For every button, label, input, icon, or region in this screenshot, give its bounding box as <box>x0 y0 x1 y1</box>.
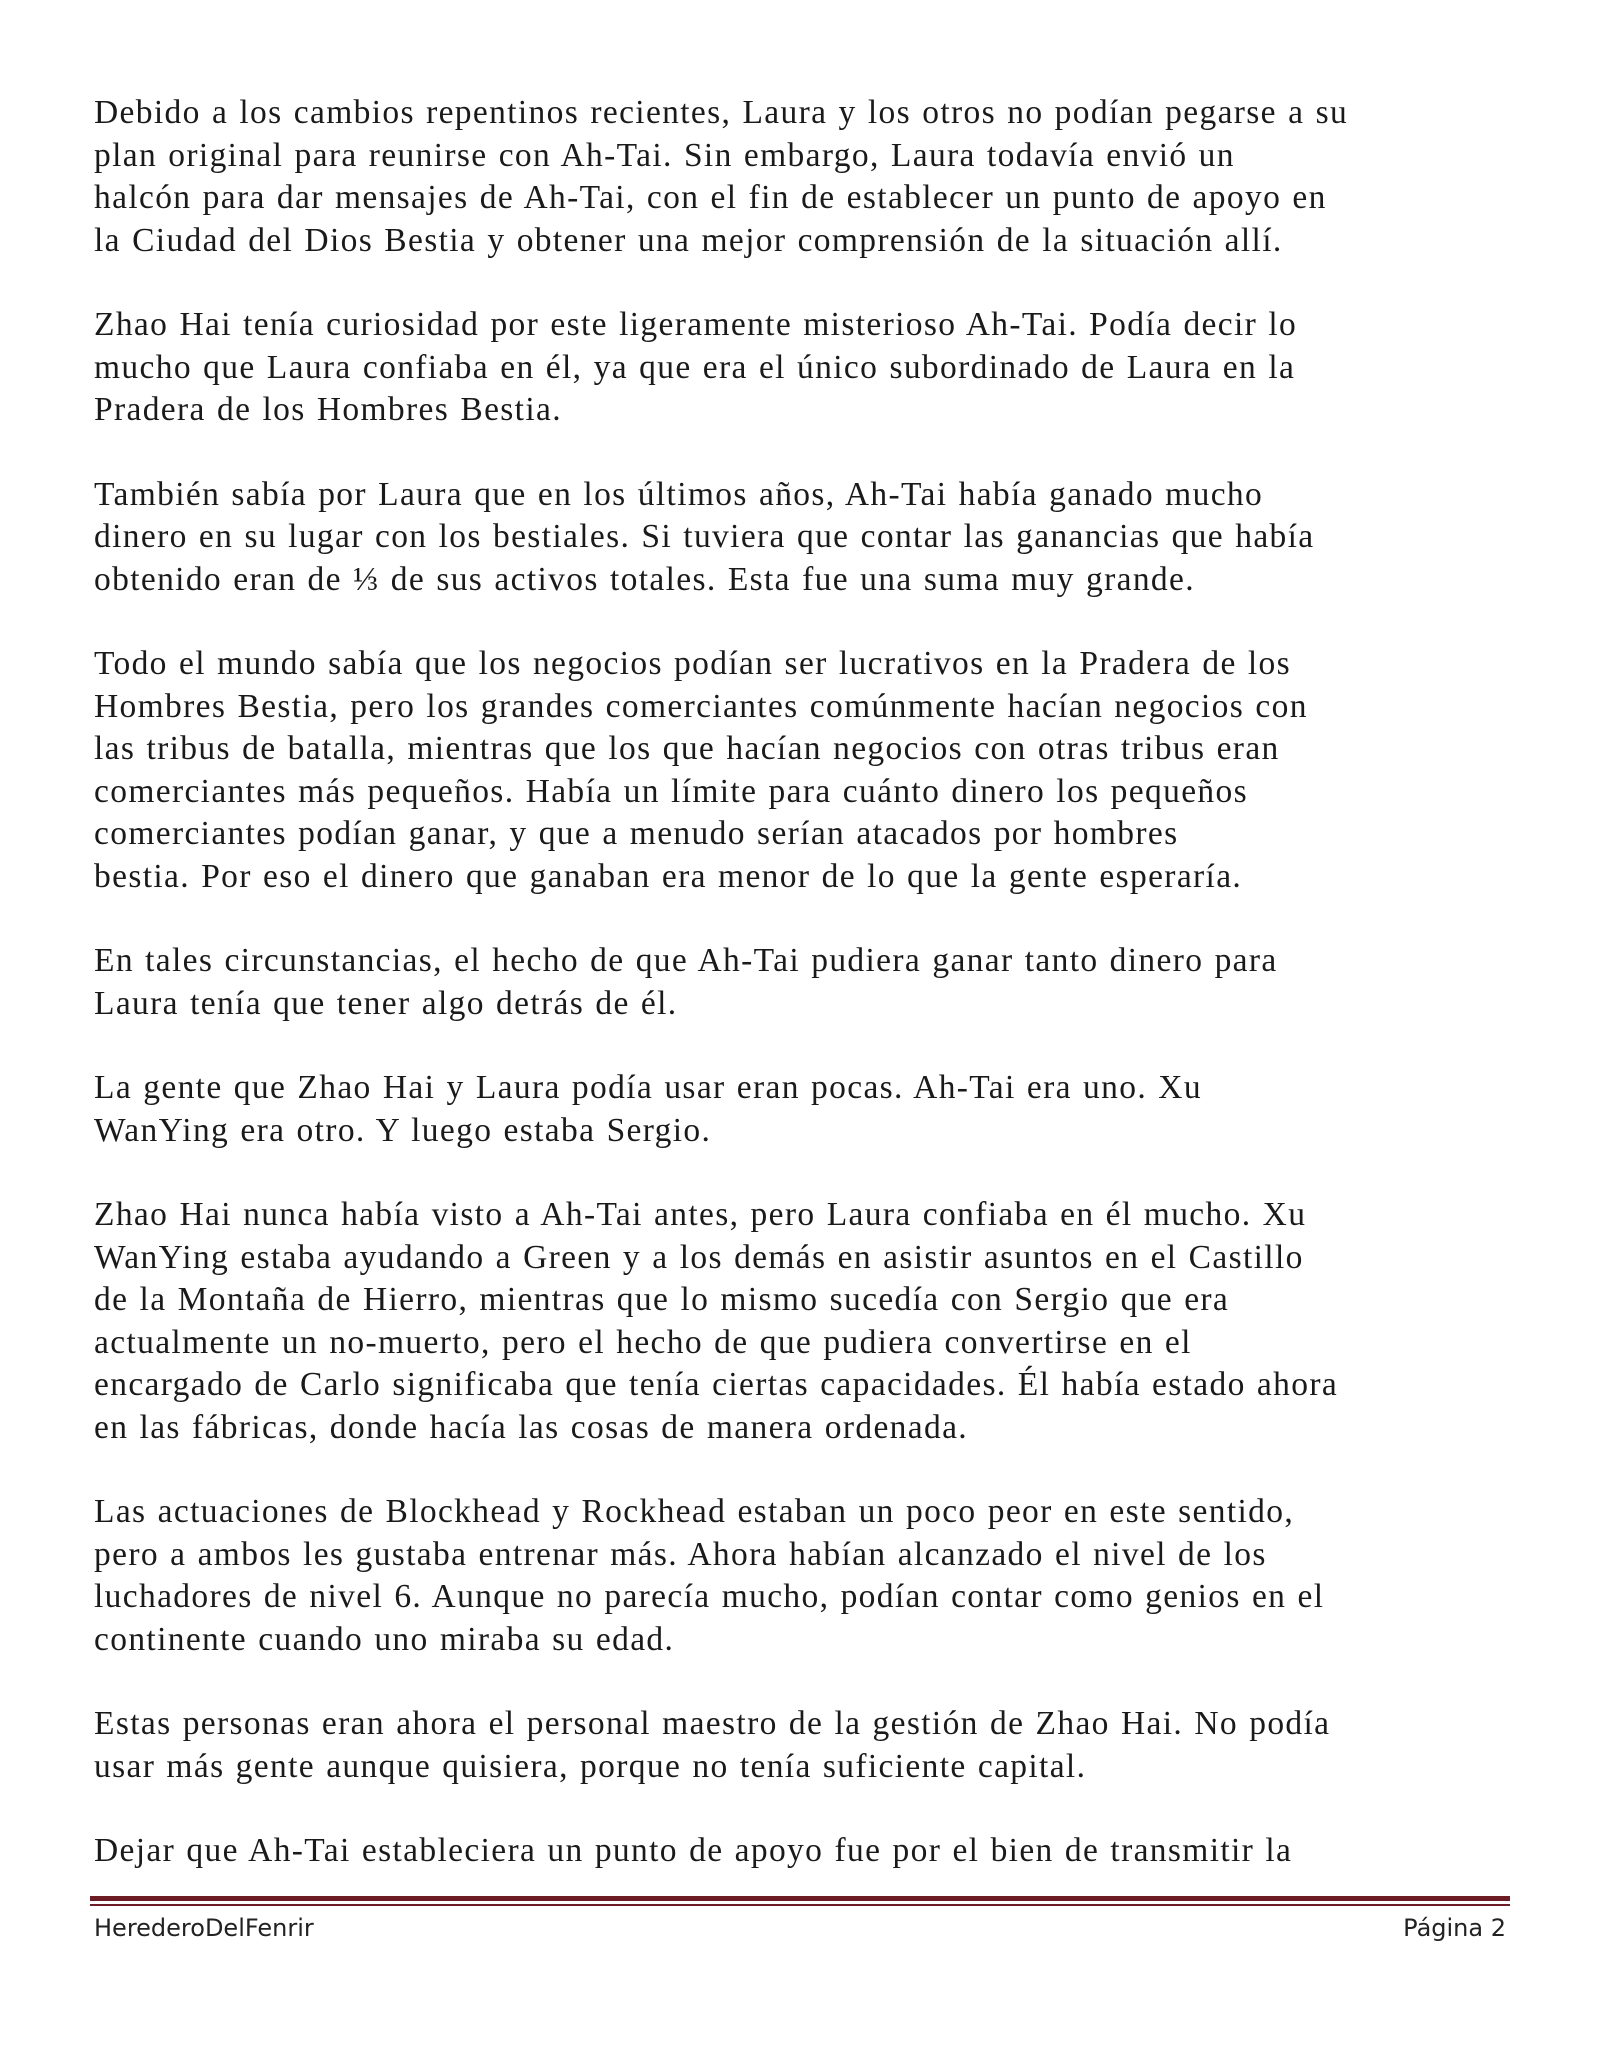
paragraph: Zhao Hai tenía curiosidad por este ligeramente misterioso Ah-Tai. Podía decir lo mucho que Laura confiaba en él, ya que era el único subordinado de Laura en la Pradera de los Hombres Bestia. <box>94 306 1298 428</box>
paragraph: Dejar que Ah-Tai estableciera un punto de apoyo fue por el bien de transmitir la <box>94 1832 1293 1869</box>
footer-author: HerederoDelFenrir <box>94 1914 314 1942</box>
paragraph: Estas personas eran ahora el personal maestro de la gestión de Zhao Hai. No podía usar más gente aunque quisiera, porque no tenía suficiente capital. <box>94 1705 1331 1785</box>
paragraph: Debido a los cambios repentinos recientes, Laura y los otros no podían pegarse a su plan original para reunirse con Ah-Tai. Sin embargo, Laura todavía envió un halcón para dar mensajes de Ah-Tai, con el fin de establecer un punto de apoyo en la Ciudad del Dios Bestia y obtener una mejor comprensión de la situación allí. <box>94 94 1349 259</box>
paragraph: También sabía por Laura que en los últimos años, Ah-Tai había ganado mucho dinero en su lugar con los bestiales. Si tuviera que contar las ganancias que había obtenido eran de ⅓ de sus activos totales. Esta fue una suma muy grande. <box>94 475 1315 598</box>
paragraph: Zhao Hai nunca había visto a Ah-Tai antes, pero Laura confiaba en él mucho. Xu WanYing estaba ayudando a Green y a los demás en asistir asuntos en el Castillo de la Montaña de Hierro, mientras que lo mismo sucedía con Sergio que era actualmente un no-muerto, pero el hecho de que pudiera convertirse en el encargado de Carlo significaba que tenía ciertas capacidades. Él había estado ahora en las fábricas, donde hacía las cosas de manera ordenada. <box>94 1196 1339 1446</box>
paragraph: Las actuaciones de Blockhead y Rockhead estaban un poco peor en este sentido, pero a ambos les gustaba entrenar más. Ahora habían alcanzado el nivel de los luchadores de nivel 6. Aunque no parecía mucho, podían contar como genios en el continente cuando uno miraba su edad. <box>94 1493 1325 1658</box>
footer-rule <box>90 1896 1510 1901</box>
paragraph: Todo el mundo sabía que los negocios podían ser lucrativos en la Pradera de los Hombres Bestia, pero los grandes comerciantes comúnmente hacían negocios con las tribus de batalla, mientras que los que hacían negocios con otras tribus eran comerciantes más pequeños. Había un límite para cuánto dinero los pequeños comerciantes podían ganar, y que a menudo serían atacados por hombres bestia. Por eso el dinero que ganaban era menor de lo que la gente esperaría. <box>94 645 1308 895</box>
paragraph: En tales circunstancias, el hecho de que Ah-Tai pudiera ganar tanto dinero para Laura tenía que tener algo detrás de él. <box>94 942 1278 1022</box>
paragraph: La gente que Zhao Hai y Laura podía usar eran pocas. Ah-Tai era uno. Xu WanYing era otro. Y luego estaba Sergio. <box>94 1069 1202 1149</box>
document-body <box>94 92 1514 1915</box>
page-number: Página 2 <box>1403 1914 1506 1942</box>
page-footer <box>94 1914 1506 1942</box>
footer-rule-thin <box>90 1904 1510 1906</box>
